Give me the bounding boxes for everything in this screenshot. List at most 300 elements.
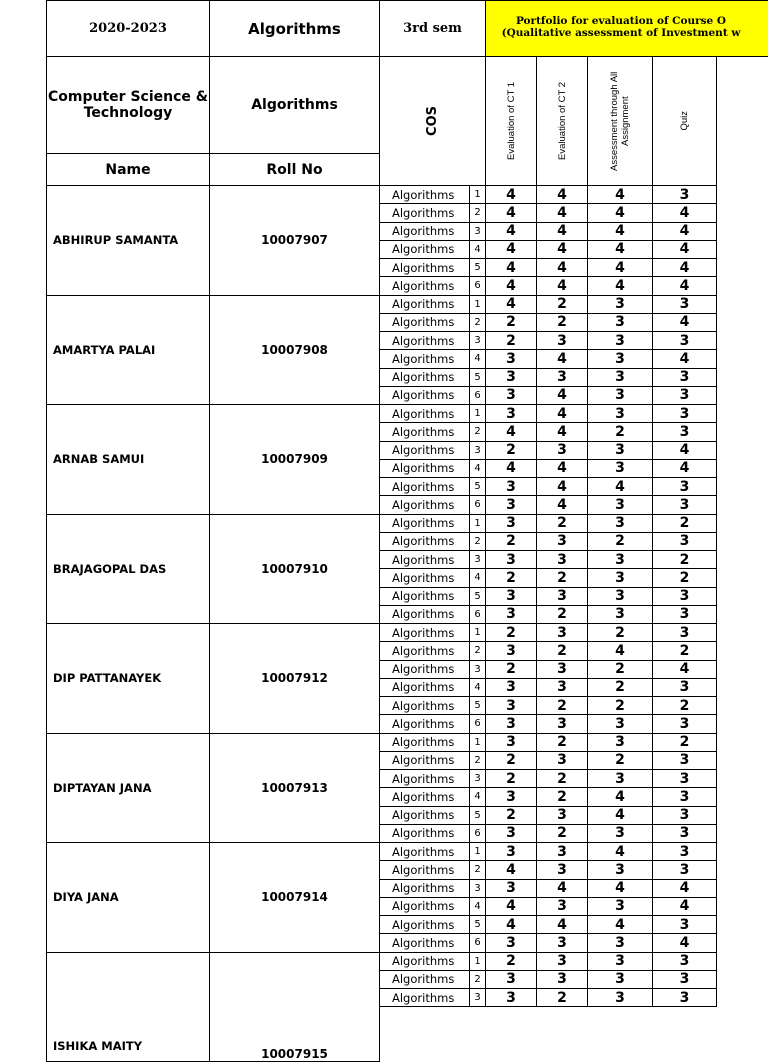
- ct2-score-cell[interactable]: 3: [536, 897, 588, 916]
- ct1-score-cell[interactable]: 2: [485, 806, 537, 825]
- subject-cell[interactable]: Algorithms: [379, 714, 470, 733]
- assignment-score-cell[interactable]: 3: [587, 313, 653, 332]
- ct2-score-cell[interactable]: 2: [536, 605, 588, 624]
- ct1-score-cell[interactable]: 3: [485, 495, 537, 514]
- ct1-score-cell[interactable]: 2: [485, 660, 537, 679]
- subject-cell[interactable]: Algorithms: [379, 733, 470, 752]
- ct2-score-cell[interactable]: 2: [536, 295, 588, 314]
- co-number-cell[interactable]: 5: [469, 258, 486, 277]
- quiz-score-cell[interactable]: 3: [652, 331, 717, 350]
- co-number-cell[interactable]: 2: [469, 532, 486, 551]
- assignment-score-cell[interactable]: 3: [587, 386, 653, 405]
- ct1-score-cell[interactable]: 3: [485, 879, 537, 898]
- subject-cell[interactable]: Algorithms: [379, 441, 470, 460]
- roll-number-cell[interactable]: 10007912: [209, 623, 380, 734]
- ct1-score-cell[interactable]: 2: [485, 751, 537, 770]
- co-number-cell[interactable]: 3: [469, 222, 486, 241]
- ct1-score-cell[interactable]: 3: [485, 787, 537, 806]
- subject-cell[interactable]: Algorithms: [379, 185, 470, 204]
- subject-cell[interactable]: Algorithms: [379, 404, 470, 423]
- co-number-cell[interactable]: 3: [469, 879, 486, 898]
- quiz-score-cell[interactable]: 2: [652, 514, 717, 533]
- ct2-score-cell[interactable]: 3: [536, 532, 588, 551]
- subject-cell[interactable]: Algorithms: [379, 842, 470, 861]
- co-number-cell[interactable]: 3: [469, 441, 486, 460]
- assignment-score-cell[interactable]: 3: [587, 988, 653, 1007]
- ct1-score-cell[interactable]: 4: [485, 258, 537, 277]
- co-number-cell[interactable]: 2: [469, 751, 486, 770]
- subject-cell[interactable]: Algorithms: [379, 988, 470, 1007]
- quiz-score-cell[interactable]: 4: [652, 222, 717, 241]
- co-number-cell[interactable]: 5: [469, 915, 486, 934]
- subject-cell[interactable]: Algorithms: [379, 696, 470, 715]
- roll-number-cell[interactable]: 10007909: [209, 404, 380, 515]
- name-header-cell[interactable]: Name: [46, 153, 210, 186]
- ct1-score-cell[interactable]: 2: [485, 952, 537, 971]
- assignment-score-cell[interactable]: 3: [587, 605, 653, 624]
- co-number-cell[interactable]: 1: [469, 842, 486, 861]
- student-name-cell[interactable]: DIYA JANA: [46, 842, 210, 953]
- quiz-score-cell[interactable]: 2: [652, 550, 717, 569]
- quiz-score-cell[interactable]: 3: [652, 404, 717, 423]
- ct2-score-cell[interactable]: 4: [536, 240, 588, 259]
- quiz-score-cell[interactable]: 3: [652, 605, 717, 624]
- assignment-score-cell[interactable]: 3: [587, 295, 653, 314]
- department-cell[interactable]: [46, 56, 210, 154]
- ct2-score-cell[interactable]: 2: [536, 641, 588, 660]
- ct2-score-cell[interactable]: 3: [536, 660, 588, 679]
- subject-cell[interactable]: Algorithms: [379, 258, 470, 277]
- subject-cell[interactable]: Algorithms: [379, 568, 470, 587]
- assignment-score-cell[interactable]: 4: [587, 477, 653, 496]
- assignment-score-cell[interactable]: 3: [587, 824, 653, 843]
- quiz-score-cell[interactable]: 3: [652, 842, 717, 861]
- ct1-score-cell[interactable]: 3: [485, 404, 537, 423]
- subject-cell[interactable]: Algorithms: [379, 386, 470, 405]
- quiz-header-cell[interactable]: [652, 56, 717, 186]
- assignment-score-cell[interactable]: 4: [587, 240, 653, 259]
- ct1-score-cell[interactable]: 3: [485, 368, 537, 387]
- co-number-cell[interactable]: 1: [469, 514, 486, 533]
- assignment-score-cell[interactable]: 4: [587, 258, 653, 277]
- ct2-score-cell[interactable]: 4: [536, 222, 588, 241]
- subject-cell[interactable]: Algorithms: [379, 952, 470, 971]
- quiz-score-cell[interactable]: 3: [652, 806, 717, 825]
- assignment-score-cell[interactable]: 3: [587, 331, 653, 350]
- co-number-cell[interactable]: 3: [469, 660, 486, 679]
- quiz-score-cell[interactable]: 4: [652, 203, 717, 222]
- subject-cell[interactable]: Algorithms: [379, 879, 470, 898]
- portfolio-title-cell[interactable]: [485, 0, 768, 57]
- quiz-score-cell[interactable]: 4: [652, 660, 717, 679]
- ct1-score-cell[interactable]: 2: [485, 769, 537, 788]
- co-number-cell[interactable]: 6: [469, 714, 486, 733]
- subject-cell[interactable]: Algorithms: [379, 368, 470, 387]
- student-name-cell[interactable]: AMARTYA PALAI: [46, 295, 210, 406]
- subject-cell[interactable]: Algorithms: [379, 824, 470, 843]
- ct2-score-cell[interactable]: 2: [536, 514, 588, 533]
- quiz-score-cell[interactable]: 3: [652, 988, 717, 1007]
- roll-number-cell[interactable]: 10007910: [209, 514, 380, 625]
- ct2-score-cell[interactable]: 4: [536, 276, 588, 295]
- subject-cell[interactable]: Algorithms: [379, 240, 470, 259]
- ct2-score-cell[interactable]: 3: [536, 331, 588, 350]
- assignment-score-cell[interactable]: 3: [587, 970, 653, 989]
- ct2-score-cell[interactable]: 4: [536, 477, 588, 496]
- co-number-cell[interactable]: 5: [469, 806, 486, 825]
- quiz-score-cell[interactable]: 4: [652, 459, 717, 478]
- co-number-cell[interactable]: 4: [469, 897, 486, 916]
- co-number-cell[interactable]: 3: [469, 550, 486, 569]
- assignment-score-cell[interactable]: 3: [587, 714, 653, 733]
- quiz-score-cell[interactable]: 3: [652, 952, 717, 971]
- ct1-score-cell[interactable]: 3: [485, 587, 537, 606]
- quiz-score-cell[interactable]: 2: [652, 568, 717, 587]
- assignment-score-cell[interactable]: 4: [587, 185, 653, 204]
- assignment-score-cell[interactable]: 2: [587, 660, 653, 679]
- quiz-score-cell[interactable]: 4: [652, 441, 717, 460]
- quiz-score-cell[interactable]: 3: [652, 787, 717, 806]
- co-number-cell[interactable]: 1: [469, 295, 486, 314]
- co-number-cell[interactable]: 4: [469, 787, 486, 806]
- cos-header-cell[interactable]: [379, 56, 486, 186]
- co-number-cell[interactable]: 6: [469, 824, 486, 843]
- ct2-score-cell[interactable]: 3: [536, 623, 588, 642]
- subject-cell[interactable]: Algorithms: [379, 933, 470, 952]
- co-number-cell[interactable]: 2: [469, 970, 486, 989]
- student-name-cell[interactable]: ABHIRUP SAMANTA: [46, 185, 210, 296]
- year-cell[interactable]: 2020-2023: [46, 0, 210, 57]
- assignment-score-cell[interactable]: 3: [587, 933, 653, 952]
- ct1-score-cell[interactable]: 4: [485, 860, 537, 879]
- ct1-score-cell[interactable]: 3: [485, 678, 537, 697]
- co-number-cell[interactable]: 2: [469, 313, 486, 332]
- quiz-score-cell[interactable]: 4: [652, 879, 717, 898]
- ct2-score-cell[interactable]: 3: [536, 587, 588, 606]
- subject-cell[interactable]: Algorithms: [379, 897, 470, 916]
- ct1-score-cell[interactable]: 4: [485, 240, 537, 259]
- subject-cell[interactable]: Algorithms: [379, 605, 470, 624]
- subject-cell[interactable]: Algorithms: [379, 495, 470, 514]
- ct2-score-cell[interactable]: 4: [536, 203, 588, 222]
- quiz-score-cell[interactable]: 3: [652, 368, 717, 387]
- ct1-score-cell[interactable]: 4: [485, 222, 537, 241]
- co-number-cell[interactable]: 4: [469, 349, 486, 368]
- quiz-score-cell[interactable]: 4: [652, 313, 717, 332]
- ct2-score-cell[interactable]: 4: [536, 915, 588, 934]
- subject-cell[interactable]: Algorithms: [379, 349, 470, 368]
- ct1-score-cell[interactable]: 4: [485, 276, 537, 295]
- assignment-score-cell[interactable]: 2: [587, 623, 653, 642]
- quiz-score-cell[interactable]: 3: [652, 386, 717, 405]
- co-number-cell[interactable]: 4: [469, 459, 486, 478]
- ct2-score-cell[interactable]: 4: [536, 349, 588, 368]
- subject-cell[interactable]: Algorithms: [379, 331, 470, 350]
- ct1-score-cell[interactable]: 3: [485, 970, 537, 989]
- quiz-score-cell[interactable]: 3: [652, 860, 717, 879]
- assignment-score-cell[interactable]: 2: [587, 422, 653, 441]
- ct1-score-cell[interactable]: 3: [485, 696, 537, 715]
- ct1-score-cell[interactable]: 2: [485, 441, 537, 460]
- quiz-score-cell[interactable]: 4: [652, 897, 717, 916]
- quiz-score-cell[interactable]: 3: [652, 587, 717, 606]
- subject-header-cell[interactable]: Algorithms: [209, 0, 380, 57]
- assignment-score-cell[interactable]: 2: [587, 678, 653, 697]
- ct1-score-cell[interactable]: 3: [485, 349, 537, 368]
- co-number-cell[interactable]: 1: [469, 623, 486, 642]
- assignment-score-cell[interactable]: 4: [587, 203, 653, 222]
- assignment-score-cell[interactable]: 2: [587, 751, 653, 770]
- quiz-score-cell[interactable]: 3: [652, 532, 717, 551]
- department-label: Computer Science & Technology: [47, 89, 209, 121]
- assignment-score-cell[interactable]: 3: [587, 769, 653, 788]
- quiz-score-cell[interactable]: 3: [652, 751, 717, 770]
- quiz-score-cell[interactable]: 3: [652, 915, 717, 934]
- co-number-cell[interactable]: 4: [469, 678, 486, 697]
- assignment-score-cell[interactable]: 3: [587, 550, 653, 569]
- quiz-score-cell[interactable]: 3: [652, 970, 717, 989]
- roll-number-cell[interactable]: 10007908: [209, 295, 380, 406]
- ct2-score-cell[interactable]: 2: [536, 568, 588, 587]
- assignment-score-cell[interactable]: 4: [587, 641, 653, 660]
- quiz-score-cell[interactable]: 4: [652, 276, 717, 295]
- co-number-cell[interactable]: 2: [469, 641, 486, 660]
- subject-cell[interactable]: Algorithms: [379, 222, 470, 241]
- subject-cell[interactable]: Algorithms: [379, 550, 470, 569]
- subject-cell[interactable]: Algorithms: [209, 56, 380, 154]
- ct2-score-cell[interactable]: 4: [536, 258, 588, 277]
- co-number-cell[interactable]: 2: [469, 203, 486, 222]
- ct1-score-cell[interactable]: 2: [485, 331, 537, 350]
- subject-cell[interactable]: Algorithms: [379, 514, 470, 533]
- subject-cell[interactable]: Algorithms: [379, 970, 470, 989]
- subject-cell[interactable]: Algorithms: [379, 422, 470, 441]
- student-name-cell[interactable]: ISHIKA MAITY: [46, 952, 210, 1062]
- subject-cell[interactable]: Algorithms: [379, 313, 470, 332]
- assignment-score-cell[interactable]: 4: [587, 879, 653, 898]
- quiz-score-cell[interactable]: 2: [652, 641, 717, 660]
- ct1-score-cell[interactable]: 4: [485, 422, 537, 441]
- student-name-cell[interactable]: DIPTAYAN JANA: [46, 733, 210, 844]
- subject-cell[interactable]: Algorithms: [379, 806, 470, 825]
- ct1-score-cell[interactable]: 3: [485, 386, 537, 405]
- semester-cell[interactable]: 3rd sem: [379, 0, 486, 57]
- ct2-score-cell[interactable]: 3: [536, 751, 588, 770]
- ct2-score-cell[interactable]: 2: [536, 696, 588, 715]
- quiz-score-cell[interactable]: 4: [652, 240, 717, 259]
- assignment-score-cell[interactable]: 4: [587, 842, 653, 861]
- ct2-score-cell[interactable]: 3: [536, 860, 588, 879]
- subject-cell[interactable]: Algorithms: [379, 787, 470, 806]
- assignment-score-cell[interactable]: 3: [587, 733, 653, 752]
- quiz-score-cell[interactable]: 3: [652, 477, 717, 496]
- co-number-cell[interactable]: 1: [469, 952, 486, 971]
- assignment-score-cell[interactable]: 4: [587, 787, 653, 806]
- co-number-cell[interactable]: 1: [469, 733, 486, 752]
- assignment-score-cell[interactable]: 3: [587, 404, 653, 423]
- quiz-score-cell[interactable]: 4: [652, 258, 717, 277]
- ct2-score-cell[interactable]: 2: [536, 313, 588, 332]
- assignment-score-cell[interactable]: 3: [587, 441, 653, 460]
- assignment-score-cell[interactable]: 4: [587, 222, 653, 241]
- ct2-score-cell[interactable]: 3: [536, 368, 588, 387]
- roll-number-cell[interactable]: 10007907: [209, 185, 380, 296]
- subject-cell[interactable]: Algorithms: [379, 915, 470, 934]
- ct1-score-cell[interactable]: 3: [485, 714, 537, 733]
- subject-cell[interactable]: Algorithms: [379, 587, 470, 606]
- subject-cell[interactable]: Algorithms: [379, 769, 470, 788]
- quiz-score-cell[interactable]: 4: [652, 349, 717, 368]
- assignment-score-cell[interactable]: 3: [587, 368, 653, 387]
- ct2-score-cell[interactable]: 3: [536, 441, 588, 460]
- assignment-score-cell[interactable]: 3: [587, 568, 653, 587]
- ct1-score-cell[interactable]: 2: [485, 623, 537, 642]
- ct1-score-cell[interactable]: 4: [485, 897, 537, 916]
- assignment-score-cell[interactable]: 4: [587, 806, 653, 825]
- assignment-score-cell[interactable]: 2: [587, 696, 653, 715]
- ct1-score-cell[interactable]: 4: [485, 185, 537, 204]
- quiz-score-cell[interactable]: 3: [652, 495, 717, 514]
- co-number-cell[interactable]: 1: [469, 185, 486, 204]
- assignment-score-cell[interactable]: 3: [587, 860, 653, 879]
- subject-cell[interactable]: Algorithms: [379, 751, 470, 770]
- ct2-score-cell[interactable]: 4: [536, 185, 588, 204]
- ct1-score-cell[interactable]: 4: [485, 915, 537, 934]
- subject-cell[interactable]: Algorithms: [379, 641, 470, 660]
- ct2-score-cell[interactable]: 3: [536, 970, 588, 989]
- ct1-score-cell[interactable]: 3: [485, 641, 537, 660]
- assignment-header-cell[interactable]: [587, 56, 653, 186]
- co-number-cell[interactable]: 5: [469, 368, 486, 387]
- co-number-cell[interactable]: 1: [469, 404, 486, 423]
- subject-cell[interactable]: Algorithms: [379, 477, 470, 496]
- ct1-score-cell[interactable]: 3: [485, 514, 537, 533]
- assignment-score-cell[interactable]: 3: [587, 514, 653, 533]
- assignment-score-cell[interactable]: 4: [587, 276, 653, 295]
- co-number-cell[interactable]: 2: [469, 422, 486, 441]
- subject-cell[interactable]: Algorithms: [379, 623, 470, 642]
- co-number-cell[interactable]: 6: [469, 386, 486, 405]
- co-number-cell[interactable]: 6: [469, 605, 486, 624]
- subject-cell[interactable]: Algorithms: [379, 660, 470, 679]
- co-number-cell[interactable]: 6: [469, 933, 486, 952]
- roll-number-cell[interactable]: 10007915: [209, 952, 380, 1062]
- ct1-score-cell[interactable]: 3: [485, 477, 537, 496]
- assignment-score-cell[interactable]: 3: [587, 459, 653, 478]
- student-name-cell[interactable]: BRAJAGOPAL DAS: [46, 514, 210, 625]
- subject-cell[interactable]: Algorithms: [379, 203, 470, 222]
- ct1-score-cell[interactable]: 4: [485, 203, 537, 222]
- student-name-cell[interactable]: ARNAB SAMUI: [46, 404, 210, 515]
- co-number-cell[interactable]: 3: [469, 331, 486, 350]
- ct1-score-cell[interactable]: 3: [485, 988, 537, 1007]
- assignment-score-cell[interactable]: 3: [587, 897, 653, 916]
- ct2-score-cell[interactable]: 4: [536, 404, 588, 423]
- assignment-score-cell[interactable]: 3: [587, 495, 653, 514]
- roll-number-cell[interactable]: 10007914: [209, 842, 380, 953]
- roll-header-cell[interactable]: Roll No: [209, 153, 380, 186]
- ct2-header-cell[interactable]: [536, 56, 588, 186]
- subject-cell[interactable]: Algorithms: [379, 678, 470, 697]
- assignment-score-cell[interactable]: 3: [587, 349, 653, 368]
- assignment-score-cell[interactable]: 2: [587, 532, 653, 551]
- subject-cell[interactable]: Algorithms: [379, 276, 470, 295]
- ct2-score-cell[interactable]: 4: [536, 459, 588, 478]
- ct2-score-cell[interactable]: 4: [536, 879, 588, 898]
- ct1-score-cell[interactable]: 4: [485, 295, 537, 314]
- ct2-score-cell[interactable]: 2: [536, 988, 588, 1007]
- ct2-score-cell[interactable]: 3: [536, 952, 588, 971]
- ct1-score-cell[interactable]: 2: [485, 532, 537, 551]
- quiz-score-cell[interactable]: 3: [652, 295, 717, 314]
- ct2-score-cell[interactable]: 3: [536, 678, 588, 697]
- ct2-score-cell[interactable]: 2: [536, 824, 588, 843]
- quiz-score-cell[interactable]: 3: [652, 185, 717, 204]
- quiz-score-cell[interactable]: 3: [652, 678, 717, 697]
- co-number-cell[interactable]: 2: [469, 860, 486, 879]
- co-number-cell[interactable]: 4: [469, 240, 486, 259]
- ct1-header-cell[interactable]: [485, 56, 537, 186]
- co-number-cell[interactable]: 6: [469, 276, 486, 295]
- quiz-score-cell[interactable]: 3: [652, 714, 717, 733]
- ct1-score-cell[interactable]: 3: [485, 824, 537, 843]
- co-number-cell[interactable]: 4: [469, 568, 486, 587]
- subject-cell[interactable]: Algorithms: [379, 295, 470, 314]
- ct1-score-cell[interactable]: 3: [485, 550, 537, 569]
- co-number-cell[interactable]: 5: [469, 587, 486, 606]
- quiz-score-cell[interactable]: 3: [652, 422, 717, 441]
- ct1-score-cell[interactable]: 3: [485, 733, 537, 752]
- ct1-score-cell[interactable]: 3: [485, 933, 537, 952]
- subject-cell[interactable]: Algorithms: [379, 532, 470, 551]
- ct2-score-cell[interactable]: 4: [536, 422, 588, 441]
- quiz-score-cell[interactable]: 4: [652, 933, 717, 952]
- assignment-score-cell[interactable]: 4: [587, 915, 653, 934]
- co-number-cell[interactable]: 6: [469, 495, 486, 514]
- ct2-score-cell[interactable]: 4: [536, 386, 588, 405]
- ct1-score-cell[interactable]: 4: [485, 459, 537, 478]
- assignment-score-cell[interactable]: 3: [587, 587, 653, 606]
- co-number-cell[interactable]: 3: [469, 769, 486, 788]
- ct2-score-cell[interactable]: 2: [536, 769, 588, 788]
- ct1-score-cell[interactable]: 3: [485, 605, 537, 624]
- co-number-cell[interactable]: 3: [469, 988, 486, 1007]
- ct1-score-cell[interactable]: 3: [485, 842, 537, 861]
- ct2-score-cell[interactable]: 3: [536, 550, 588, 569]
- roll-number-cell[interactable]: 10007913: [209, 733, 380, 844]
- ct2-score-cell[interactable]: 2: [536, 733, 588, 752]
- assignment-score-cell[interactable]: 3: [587, 952, 653, 971]
- ct1-score-cell[interactable]: 2: [485, 313, 537, 332]
- co-number-cell[interactable]: 5: [469, 477, 486, 496]
- subject-cell[interactable]: Algorithms: [379, 459, 470, 478]
- co-number-cell[interactable]: 5: [469, 696, 486, 715]
- ct2-score-cell[interactable]: 3: [536, 933, 588, 952]
- ct2-score-cell[interactable]: 4: [536, 495, 588, 514]
- quiz-score-cell[interactable]: 3: [652, 623, 717, 642]
- quiz-score-cell[interactable]: 2: [652, 733, 717, 752]
- ct2-score-cell[interactable]: 3: [536, 842, 588, 861]
- quiz-score-cell[interactable]: 3: [652, 769, 717, 788]
- ct2-score-cell[interactable]: 3: [536, 806, 588, 825]
- ct1-score-cell[interactable]: 2: [485, 568, 537, 587]
- student-name-cell[interactable]: DIP PATTANAYEK: [46, 623, 210, 734]
- ct2-score-cell[interactable]: 3: [536, 714, 588, 733]
- quiz-score-cell[interactable]: 2: [652, 696, 717, 715]
- subject-cell[interactable]: Algorithms: [379, 860, 470, 879]
- quiz-score-cell[interactable]: 3: [652, 824, 717, 843]
- ct2-score-cell[interactable]: 2: [536, 787, 588, 806]
